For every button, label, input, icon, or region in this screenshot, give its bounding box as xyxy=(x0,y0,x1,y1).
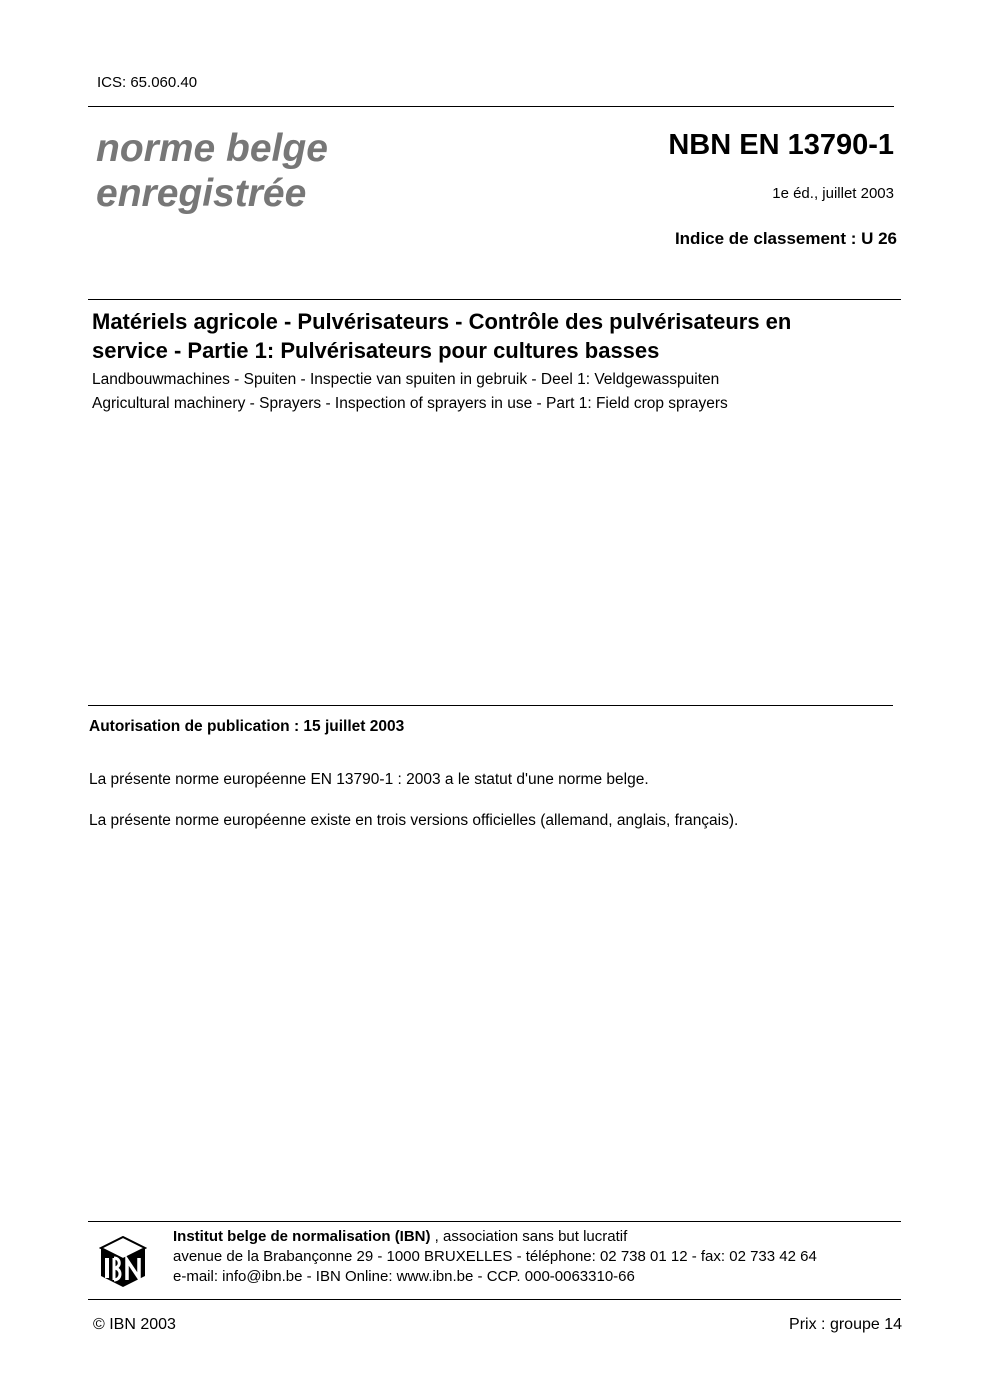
brand-line-2: enregistrée xyxy=(96,172,307,215)
status-paragraph: La présente norme européenne EN 13790-1 : 2003 a le statut d'une norme belge. xyxy=(89,771,649,788)
classification-index: Indice de classement : U 26 xyxy=(674,229,897,248)
footer-address: avenue de la Brabançonne 29 - 1000 BRUXELLES - téléphone: 02 738 01 12 - fax: 02 733 42 64 xyxy=(173,1248,817,1265)
publication-rule xyxy=(88,705,893,706)
title-rule xyxy=(88,299,901,300)
organization-name: Institut belge de normalisation (IBN) xyxy=(173,1228,431,1245)
price-group: Prix : groupe 14 xyxy=(789,1316,902,1333)
edition-date: 1e éd., juillet 2003 xyxy=(772,185,894,202)
versions-paragraph: La présente norme européenne existe en trois versions officielles (allemand, anglais, français). xyxy=(89,812,739,829)
brand-line-1: norme belge xyxy=(96,127,328,170)
title-dutch: Landbouwmachines - Spuiten - Inspectie van spuiten in gebruik - Deel 1: Veldgewasspuiten xyxy=(92,371,720,388)
brand-title xyxy=(96,126,426,216)
title-english: Agricultural machinery - Sprayers - Inspection of sprayers in use - Part 1: Field crop sprayers xyxy=(92,395,728,412)
title-french: Matériels agricole - Pulvérisateurs - Contrôle des pulvérisateurs en service - Partie 1: Pulvérisateurs pour cultures basses xyxy=(92,309,792,363)
publication-authorization: Autorisation de publication : 15 juillet 2003 xyxy=(89,718,405,735)
organization-type: , association sans but lucratif xyxy=(430,1228,628,1245)
standard-number: NBN EN 13790-1 xyxy=(668,129,894,161)
ibn-logo xyxy=(99,1236,147,1288)
footer-organization xyxy=(173,1228,627,1245)
top-rule xyxy=(88,106,894,107)
ics-code: ICS: 65.060.40 xyxy=(97,74,198,91)
footer-top-rule xyxy=(88,1221,901,1222)
footer-contact: e-mail: info@ibn.be - IBN Online: www.ibn.be - CCP. 000-0063310-66 xyxy=(173,1268,635,1285)
footer-bottom-rule xyxy=(88,1299,901,1300)
copyright: © IBN 2003 xyxy=(93,1316,176,1333)
